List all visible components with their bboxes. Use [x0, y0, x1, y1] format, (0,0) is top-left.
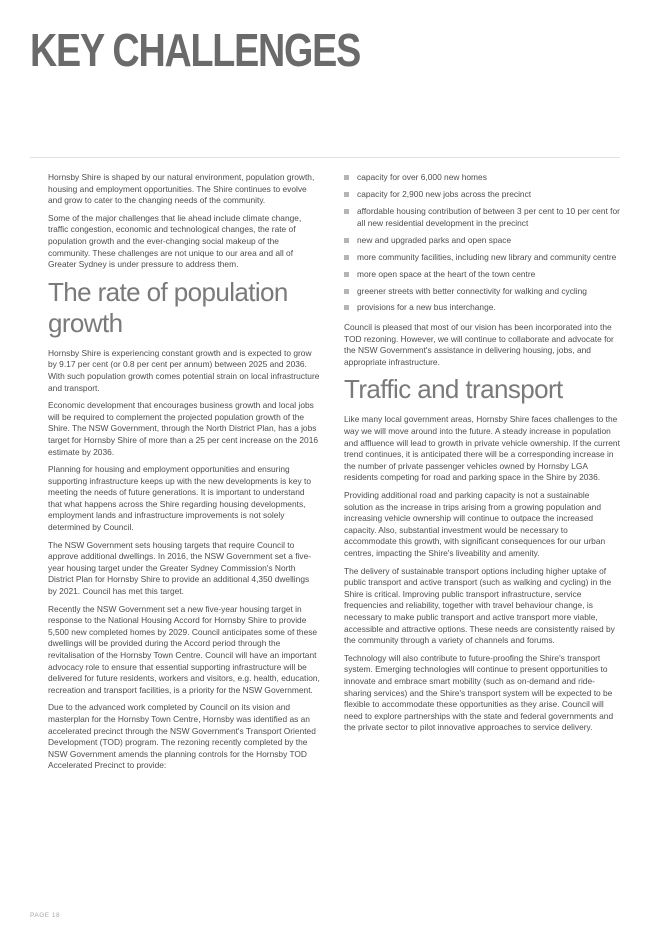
header-divider: [30, 157, 620, 158]
page-number: PAGE 18: [30, 912, 61, 919]
page-title: KEY CHALLENGES: [30, 24, 360, 76]
intro-paragraph: Some of the major challenges that lie ahead include climate change, traffic congestion, economic and technological changes, the rate of population growth and the ever-changing social makeup of the community. These challenges are not unique to our area and all of Greater Sydney is under pressure to address them.: [48, 212, 302, 270]
square-bullet-icon: [344, 305, 349, 310]
population-heading: The rate of population growth: [48, 276, 288, 338]
tod-provisions-list: [344, 172, 620, 314]
list-item: [344, 189, 620, 201]
square-bullet-icon: [344, 238, 349, 243]
population-paragraph: The NSW Government sets housing targets that require Council to approve additional dwellings. In 2016, the NSW Government set a five-year housing target under the Greater Sydney Commission's North District Plan for Hornsby Shire to provide an additional 4,350 dwellings by 2021. Council has met this target.: [48, 539, 312, 597]
list-item: [344, 172, 620, 184]
traffic-paragraph: Like many local government areas, Hornsby Shire faces challenges to the way we will move around into the future. A steady increase in population and affluence will lead to growth in private vehicle ownership. If the current trend continues, it is anticipated there will be a corresponding increase in the number of private passenger vehicles owned by Hornsby LGA residents competing for road and parking space in the Shire by 2036.: [344, 414, 620, 483]
population-paragraph: Recently the NSW Government set a new five-year housing target in response to the National Housing Accord for Hornsby Shire to provide 5,500 new completed homes by 2029. Council anticipates some of these dwellings will be provided during the Accord period through the revitalisation of the Hornsby Town Centre. Council will have an important advocacy role to ensure that essential supporting infrastructure will be delivered for future residents, workers and visitors, e.g. health, education, recreation and transport facilities, is a priority for the NSW Government.: [48, 603, 320, 695]
population-paragraph: Hornsby Shire is experiencing constant growth and is expected to grow by 9.17 per cent (or 0.8 per cent per annum) between 2025 and 2036. With such population growth comes potential strain on local infrastructure and transport.: [48, 347, 320, 393]
list-item-text: capacity for 2,900 new jobs across the precinct: [357, 188, 532, 199]
traffic-heading: Traffic and transport: [344, 374, 563, 405]
list-item-text: affordable housing contribution of between 3 per cent to 10 per cent for all new residential development in the precinct: [357, 205, 620, 228]
list-item-text: more open space at the heart of the town centre: [357, 268, 536, 279]
list-item-text: provisions for a new bus interchange.: [357, 302, 496, 313]
square-bullet-icon: [344, 289, 349, 294]
population-paragraph: Planning for housing and employment opportunities and ensuring supporting infrastructure keeps up with the new developments is key to meeting the needs of future generations. It is important to understand that what happens across the Shire regarding housing developments, employment lands and infrastructure improvements is not solely determined by Council.: [48, 464, 312, 533]
population-paragraph: Due to the advanced work completed by Council on its vision and masterplan for the Hornsby Town Centre, Hornsby was identified as an accelerated precinct through the NSW Government's Transport Oriented Development (TOD) program. The rezoning recently completed by the NSW Government amends the planning controls for the Hornsby TOD Accelerated Precinct to provide:: [48, 702, 316, 771]
population-closing-paragraph: Council is pleased that most of our vision has been incorporated into the TOD rezoning. However, we will continue to collaborate and advocate for the NSW Government's assistance in delivering housing, jobs, and appropriate infrastructure.: [344, 322, 614, 367]
traffic-paragraph: Technology will also contribute to future-proofing the Shire's transport system. Emerging technologies will continue to present opportunities to innovate and embrace smart mobility (such as on-demand and ride-sharing services) and the Shire's transport system will be expected to be flexible to accommodate these opportunities as they arise. Council will need to explore partnerships with the state and federal governments and the private sector to pilot innovative approaches to service delivery.: [344, 652, 614, 733]
intro-paragraph: Hornsby Shire is shaped by our natural environment, population growth, housing and employment opportunities. The Shire continues to evolve and grow to cater to the changing needs of the community.: [48, 172, 315, 206]
list-item-text: more community facilities, including new library and community centre: [357, 251, 617, 262]
list-item: [344, 235, 620, 247]
traffic-paragraph: The delivery of sustainable transport options including higher uptake of public transport and active transport (such as walking and cycling) in the Shire is critical. Improving public transport infrastructure, service frequencies and reliability, together with travel behaviour change, is necessary to make public transport and active transport more viable, accessible and attractive options. These needs are consistently raised by the community through a variety of channels and forums.: [344, 565, 615, 646]
square-bullet-icon: [344, 192, 349, 197]
list-item: [344, 302, 620, 314]
square-bullet-icon: [344, 209, 349, 214]
left-column: [48, 172, 320, 778]
list-item: [344, 252, 620, 264]
list-item: [344, 206, 620, 229]
list-item: [344, 286, 620, 298]
square-bullet-icon: [344, 255, 349, 260]
square-bullet-icon: [344, 175, 349, 180]
list-item-text: greener streets with better connectivity for walking and cycling: [357, 285, 587, 296]
right-column: [344, 172, 620, 740]
square-bullet-icon: [344, 272, 349, 277]
population-paragraph: Economic development that encourages business growth and local jobs will be required to complement the projected population growth of the Shire. The NSW Government, through the North District Plan, has a jobs target for Hornsby Shire of more than a 25 per cent increase on the 2016 estimate by 2036.: [48, 400, 319, 457]
list-item: [344, 269, 620, 281]
traffic-paragraph: Providing additional road and parking capacity is not a sustainable solution as the increase in trips arising from a growing population and increasing vehicle ownership will continue to outpace the increased capacity. Also, substantial investment would be necessary to accommodate this growth, with significant consequences for our urban centres, impacting the Shire's liveability and amenity.: [344, 490, 606, 558]
list-item-text: new and upgraded parks and open space: [357, 234, 512, 245]
list-item-text: capacity for over 6,000 new homes: [357, 172, 487, 182]
